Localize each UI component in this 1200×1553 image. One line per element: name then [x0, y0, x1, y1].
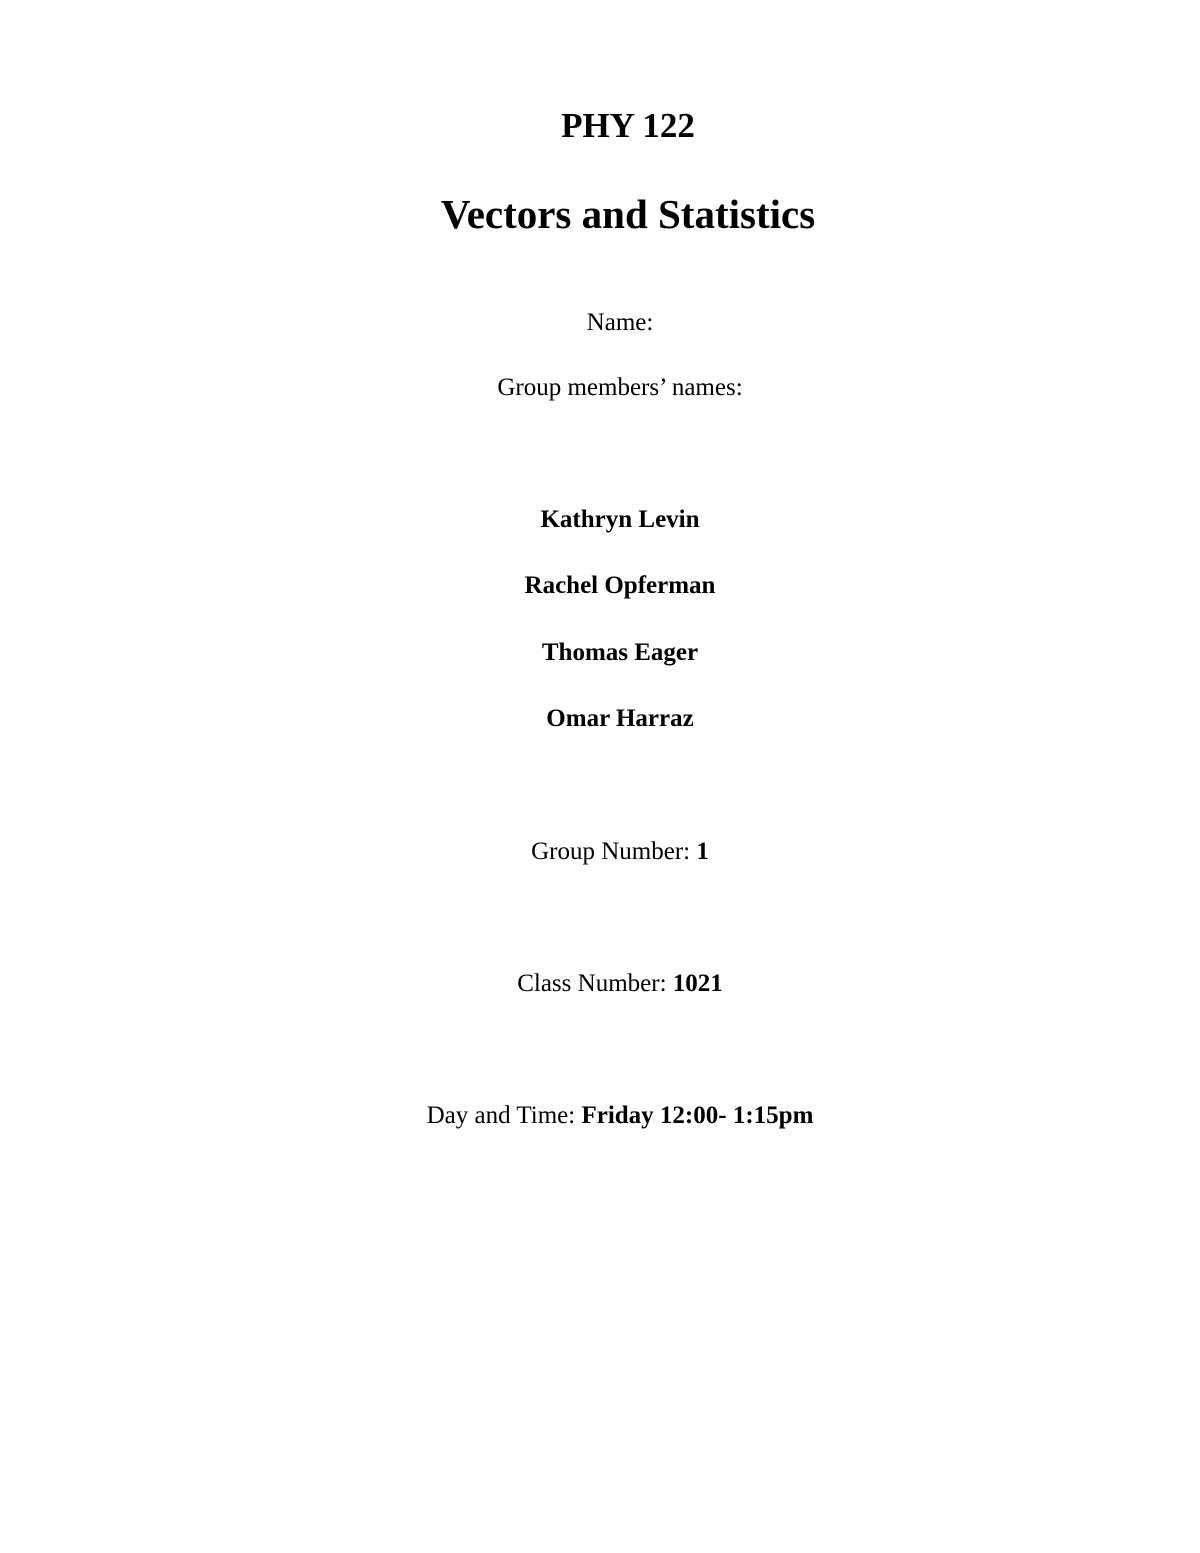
class-number-value: 1021 [672, 970, 723, 997]
course-code: PHY 122 [561, 106, 695, 145]
group-member-name: Kathryn Levin [540, 506, 700, 533]
day-time-value: Friday 12:00- 1:15pm [581, 1102, 814, 1129]
group-member-name: Thomas Eager [541, 639, 699, 666]
group-number-value: 1 [696, 838, 709, 865]
document-title: Vectors and Statistics [440, 191, 816, 237]
group-number-line [20, 838, 1200, 866]
class-number-label: Class Number: [517, 970, 667, 997]
name-label: Name: [586, 309, 654, 336]
day-time-line [20, 1102, 1200, 1130]
group-member-name: Omar Harraz [546, 705, 694, 732]
group-members-label: Group members’ names: [497, 374, 743, 401]
day-time-label: Day and Time: [426, 1102, 576, 1129]
group-member-name: Rachel Opferman [524, 572, 716, 599]
class-number-line [20, 970, 1200, 998]
group-number-label: Group Number: [531, 838, 691, 865]
